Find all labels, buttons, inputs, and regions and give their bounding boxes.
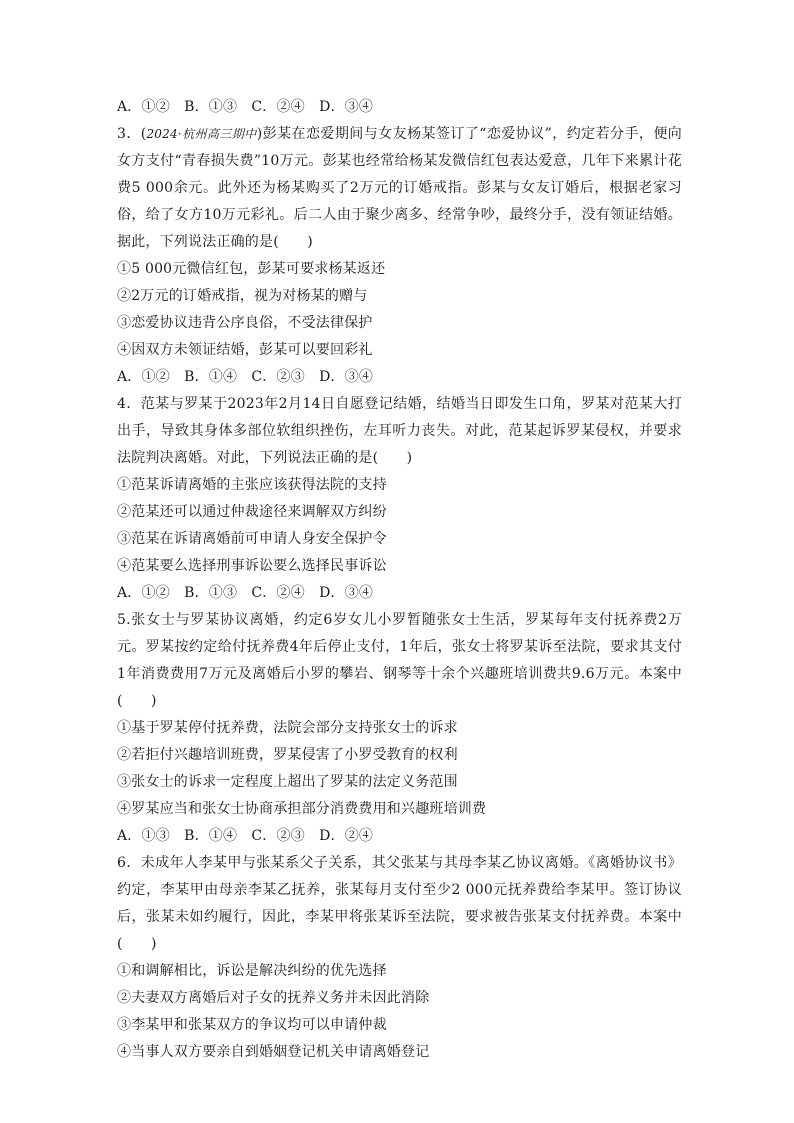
q5-item-2: ②若拒付兴趣培训班费，罗某侵害了小罗受教育的权利 [117, 747, 458, 763]
q6-item-1: ①和调解相比，诉讼是解决纠纷的优先选择 [117, 963, 387, 979]
q5-stem: 5.张女士与罗某协议离婚，约定6岁女儿小罗暂随张女士生活，罗某每年支付抚养费2万元。罗某按约定给付抚养费4年后停止支付，1年后，张女士将罗某诉至法院，要求其支付1年消费费用7万元及离婚后小罗的攀岩、钢琴等十余个兴趣班培训费共9.6万元。本案中( ) [117, 612, 682, 709]
q4-item-1: ①范某诉请离婚的主张应该获得法院的支持 [117, 477, 387, 493]
q3-item-3: ③恋爱协议违背公序良俗，不受法律保护 [117, 315, 373, 331]
q3-stem [117, 121, 682, 256]
q3-item-4: ④因双方未领证结婚，彭某可以要回彩礼 [117, 342, 373, 358]
q5-item-3: ③张女士的诉求一定程度上超出了罗某的法定义务范围 [117, 774, 458, 790]
q5-item-4: ④罗某应当和张女士协商承担部分消费费用和兴趣班培训费 [117, 801, 487, 817]
q4-stem: 4．范某与罗某于2023年2月14日自愿登记结婚，结婚当日即发生口角，罗某对范某大打出手，导致其身体多部位软组织挫伤，左耳听力丧失。对此，范某起诉罗某侵权，并要求法院判决离婚。对此，下列说法正确的是( ) [117, 396, 682, 466]
q6-item-4: ④当事人双方要亲自到婚姻登记机关申请离婚登记 [117, 1044, 430, 1060]
q6-item-2: ②夫妻双方离婚后对子女的抚养义务并未因此消除 [117, 990, 430, 1006]
q2-answer-options: A．①② B．①③ C．②④ D．③④ [117, 99, 374, 115]
q6-stem: 6．未成年人李某甲与张某系父子关系，其父张某与其母李某乙协议离婚。《离婚协议书》约定，李某甲由母亲李某乙抚养，张某每月支付至少2 000元抚养费给李某甲。签订协议后，张某未如约履行，因此，李某甲将张某诉至法院，要求被告张某支付抚养费。本案中( ) [117, 855, 682, 952]
exam-page [117, 94, 682, 1066]
q3-number: 3．( [117, 126, 147, 142]
q4-item-4: ④范某要么选择刑事诉讼要么选择民事诉讼 [117, 558, 387, 574]
q4-item-3: ③范某在诉请离婚前可申请人身安全保护令 [117, 531, 387, 547]
q3-stem-text: )彭某在恋爱期间与女友杨某签订了“恋爱协议”，约定若分手，便向女方支付“青春损失费”10万元。彭某也经常给杨某发微信红包表达爱意，几年下来累计花费5 000余元。此外还为杨某购买了2万元的订婚戒指。彭某与女友订婚后，根据老家习俗，给了女方10万元彩礼。后二人由于聚少离多、经常争吵，最终分手，没有领证结婚。据此，下列说法正确的是( ) [117, 126, 682, 250]
q3-item-1: ①5 000元微信红包，彭某可要求杨某返还 [117, 261, 386, 277]
q4-answer-options: A．①② B．①③ C．②④ D．③④ [117, 585, 374, 601]
q5-answer-options: A．①③ B．①④ C．②③ D．②④ [117, 828, 374, 844]
q4-item-2: ②范某还可以通过仲裁途径来调解双方纠纷 [117, 504, 387, 520]
q3-item-2: ②2万元的订婚戒指，视为对杨某的赠与 [117, 288, 368, 304]
q6-item-3: ③李某甲和张某双方的争议均可以申请仲裁 [117, 1017, 387, 1033]
q3-answer-options: A．①② B．①④ C．②③ D．③④ [117, 369, 374, 385]
q5-item-1: ①基于罗某停付抚养费，法院会部分支持张女士的诉求 [117, 720, 458, 736]
q3-source: 2024·杭州高三期中 [146, 127, 257, 141]
